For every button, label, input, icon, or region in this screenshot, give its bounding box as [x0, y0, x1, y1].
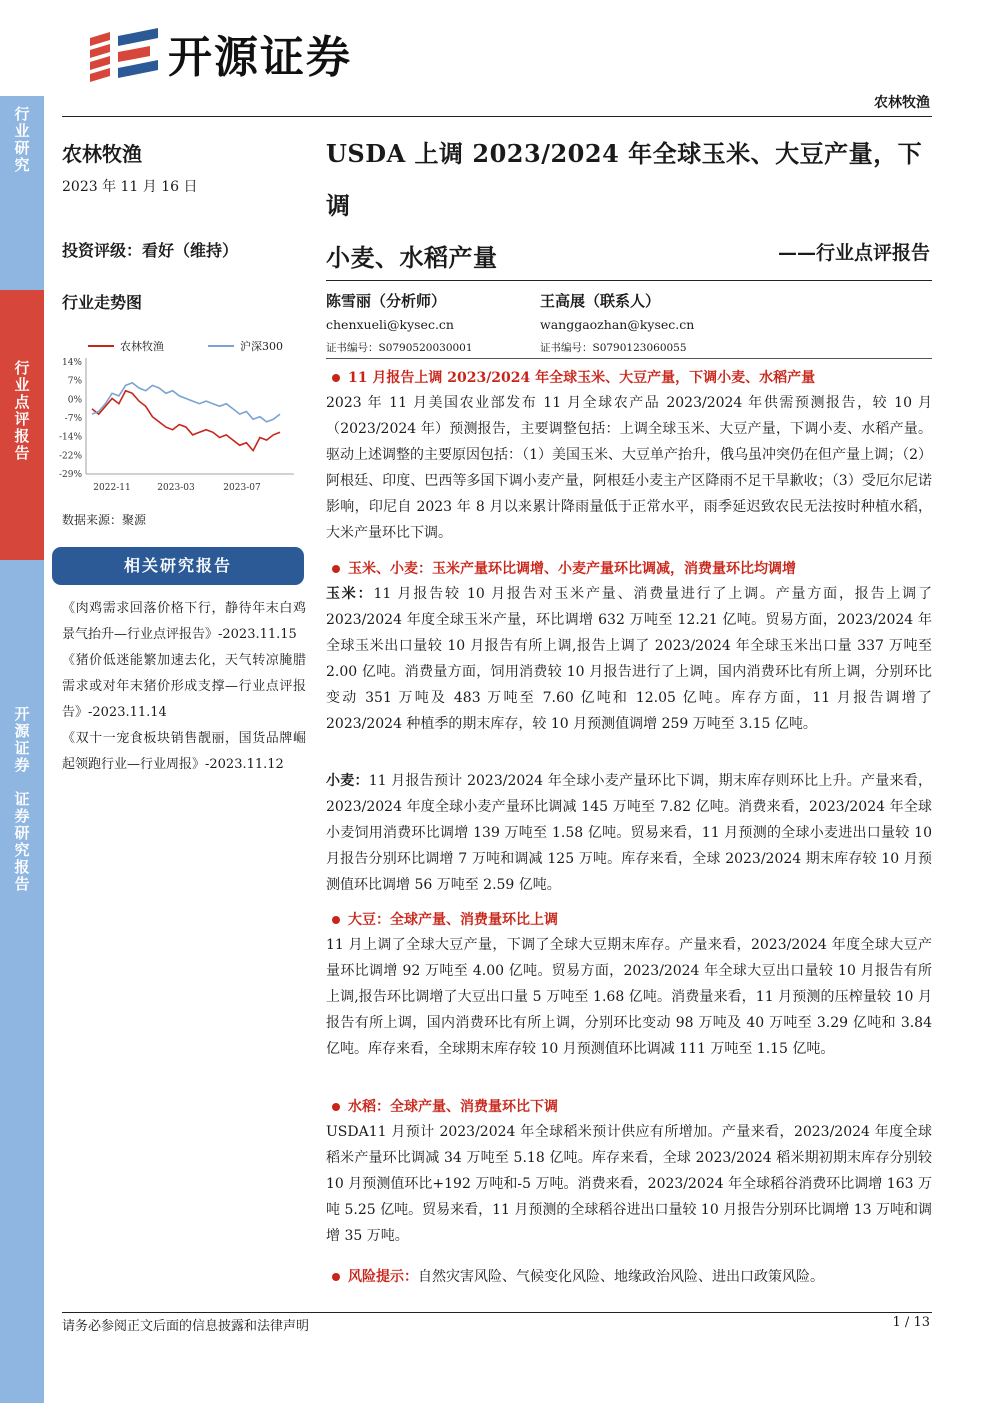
- wheat-text: 11 月报告预计 2023/2024 年全球小麦产量环比下调，期末库存则环比上升。产量来看，2023/2024 年度全球小麦产量环比调减 145 万吨至 7.82 亿吨。消费来看，2023/2024 年全球小麦饲用消费环比调增 139 万吨至 1.58 亿吨。贸易来看，11 月预测的全球小麦进出口量较 10 月报告分别环比调增 7 万吨和调减 125 万吨。库存来看，全球 2023/2024 期末库存较 10 月预测值环比调增 56 万吨至 2.59 亿吨。: [326, 773, 932, 893]
- bullet-icon: [332, 565, 340, 573]
- analyst-email[interactable]: chenxueli@kysec.cn: [326, 317, 454, 332]
- related-report-link[interactable]: 《猪价低迷能繁加速去化，天气转凉腌腊需求或对年末猪价形成支撑—行业点评报告》-2023.11.14: [62, 653, 306, 720]
- risk-text: 自然灾害风险、气候变化风险、地缘政治风险、进出口政策风险。: [418, 1269, 824, 1285]
- section-paragraph: 2023 年 11 月美国农业部发布 11 月全球农产品 2023/2024 年供需预测报告，较 10 月（2023/2024 年）预测报告，主要调整包括：上调全球玉米、大豆产量，下调小麦、水稻产量。驱动上述调整的主要原因包括：（1）美国玉米、大豆单产抬升，俄乌虽冲突仍在但产量上调；（2）阿根廷、印度、巴西等多国下调小麦产量，阿根廷小麦主产区降雨不足干旱歉收；（3）受厄尔尼诺影响，印尼自 2023 年 8 月以来累计降雨量低于正常水平，雨季延迟致农民无法按时种植水稻，大米产量环比下调。: [326, 395, 932, 541]
- bullet-icon: [332, 1103, 340, 1111]
- corn-label: 玉米：: [326, 586, 374, 602]
- section-heading: [326, 558, 932, 580]
- industry-name: 农林牧渔: [62, 142, 142, 166]
- logo-text: 开源证券: [168, 32, 352, 83]
- corn-text: 11 月报告较 10 月报告对玉米产量、消费量进行了上调。产量方面，报告上调了 2023/2024 年度全球玉米产量，环比调增 632 万吨至 12.21 亿吨。贸易方面，2023/2024 年全球玉米出口量较 10 月报告有所上调,报告上调了 2023/2024 年全球玉米出口量 337 万吨至 2.00 亿吨。消费量方面，饲用消费较 10 月报告进行了上调，国内消费环比有所上调，分别环比变动 351 万吨及 483 万吨至 7.60 亿吨和 12.05 亿吨。库存方面，11 月报告调增了 2023/2024 种植季的期末库存，较 10 月预测值调增 259 万吨至 3.15 亿吨。: [326, 586, 932, 732]
- wheat-label: 小麦：: [326, 773, 369, 789]
- section-paragraph-wheat: [326, 768, 932, 898]
- chart-series-line: [92, 391, 280, 451]
- section-heading: [326, 367, 932, 389]
- bullet-icon: [332, 374, 340, 382]
- analyst-cert: 证书编号：S0790520030001: [326, 342, 473, 354]
- report-title-line1: USDA 上调 2023/2024 年全球玉米、大豆产量，下调: [326, 139, 923, 220]
- section-heading-text: 玉米、小麦：玉米产量环比调增、小麦产量环比调减，消费量环比均调增: [348, 561, 796, 577]
- report-subtitle: ——行业点评报告: [777, 242, 930, 264]
- bullet-icon: [332, 1273, 340, 1281]
- contact-email[interactable]: wanggaozhan@kysec.cn: [540, 317, 695, 332]
- analyst-name: 陈雪丽（分析师）: [326, 292, 447, 310]
- chart-x-tick-label: 2022-11: [93, 483, 131, 493]
- analyst-rule: [326, 358, 932, 359]
- side-label-company: 开 源 证 券 证 券 研 究 报 告: [14, 705, 30, 893]
- side-label-report-type: 行 业 点 评 报 告: [14, 359, 30, 462]
- report-title-line2: 小麦、水稻产量: [326, 243, 498, 272]
- chart-x-tick-label: 2023-03: [157, 483, 195, 493]
- section-paragraph-corn: [326, 581, 932, 737]
- related-report-link[interactable]: 《肉鸡需求回落价格下行，静待年末白鸡景气抬升—行业点评报告》-2023.11.15: [62, 601, 306, 642]
- related-reports-banner: 相关研究报告: [52, 547, 304, 585]
- chart-y-tick-label: -7%: [64, 414, 82, 424]
- logo-mark-icon: [90, 28, 158, 82]
- section-heading-text: 水稻：全球产量、消费量环比下调: [348, 1099, 558, 1115]
- chart-y-tick-label: -22%: [58, 451, 82, 462]
- section-heading-text: 大豆：全球产量、消费量环比上调: [348, 912, 558, 928]
- chart-y-tick-label: -14%: [58, 432, 82, 443]
- chart-x-tick-label: 2023-07: [223, 483, 261, 493]
- risk-label: 风险提示：: [348, 1269, 418, 1285]
- page-number: 1 / 13: [892, 1315, 930, 1330]
- related-reports-list: [62, 596, 306, 778]
- title-rule: [326, 280, 932, 281]
- investment-rating: 投资评级：看好（维持）: [62, 241, 239, 260]
- chart-legend-label: 农林牧渔: [120, 340, 164, 353]
- industry-trend-chart: [52, 330, 304, 510]
- bullet-icon: [332, 916, 340, 924]
- chart-y-tick-label: 0%: [67, 395, 82, 406]
- contact-name: 王高展（联系人）: [540, 292, 661, 310]
- related-report-link[interactable]: 《双十一宠食板块销售靓丽，国货品牌崛起领跑行业—行业周报》-2023.11.12: [62, 731, 306, 772]
- footer-rule: [62, 1312, 932, 1313]
- section-heading: [326, 1096, 932, 1118]
- contact-cert: 证书编号：S0790123060055: [540, 342, 687, 354]
- section-paragraph: USDA11 月预计 2023/2024 年全球稻米预计供应有所增加。产量来看，2023/2024 年度全球稻米产量环比调减 34 万吨至 5.18 亿吨。库存来看，全球 2023/2024 稻米期初期末库存分别较 10 月预测值环比+192 万吨和-5 万吨。消费来看，2023/2024 年全球稻谷消费环比调增 163 万吨 5.25 亿吨。贸易来看，11 月预测的全球稻谷进出口量较 10 月报告分别环比调增 13 万吨和调增 35 万吨。: [326, 1124, 932, 1244]
- section-paragraph: 11 月上调了全球大豆产量，下调了全球大豆期末库存。产量来看，2023/2024 年度全球大豆产量环比调增 92 万吨至 4.00 亿吨。贸易方面，2023/2024 年全球大豆出口量较 10 月报告有所上调,报告环比调增了大豆出口量 5 万吨至 1.68 亿吨。消费量来看，11 月预测的压榨量较 10 月报告有所上调，国内消费环比有所上调，分别环比变动 98 万吨及 40 万吨至 3.29 亿吨和 3.84 亿吨。库存来看，全球期末库存较 10 月预测值环比调减 111 万吨至 1.15 亿吨。: [326, 937, 932, 1057]
- header-rule: [62, 116, 932, 117]
- section-heading-text: 11 月报告上调 2023/2024 年全球玉米、大豆产量，下调小麦、水稻产量: [348, 370, 816, 386]
- chart-y-tick-label: -29%: [58, 470, 82, 480]
- trend-chart-title: 行业走势图: [62, 293, 143, 312]
- header-category: 农林牧渔: [874, 95, 930, 111]
- chart-legend-label: 沪深300: [240, 340, 283, 353]
- chart-y-tick-label: 7%: [67, 376, 82, 387]
- report-date: 2023 年 11 月 16 日: [62, 179, 198, 195]
- footer-disclaimer: 请务必参阅正文后面的信息披露和法律声明: [62, 1319, 310, 1334]
- section-heading: [326, 909, 932, 931]
- side-label-research: 行 业 研 究: [14, 105, 30, 174]
- chart-y-tick-label: 14%: [61, 358, 82, 368]
- chart-source: 数据来源：聚源: [62, 513, 147, 527]
- risk-heading: [326, 1266, 932, 1288]
